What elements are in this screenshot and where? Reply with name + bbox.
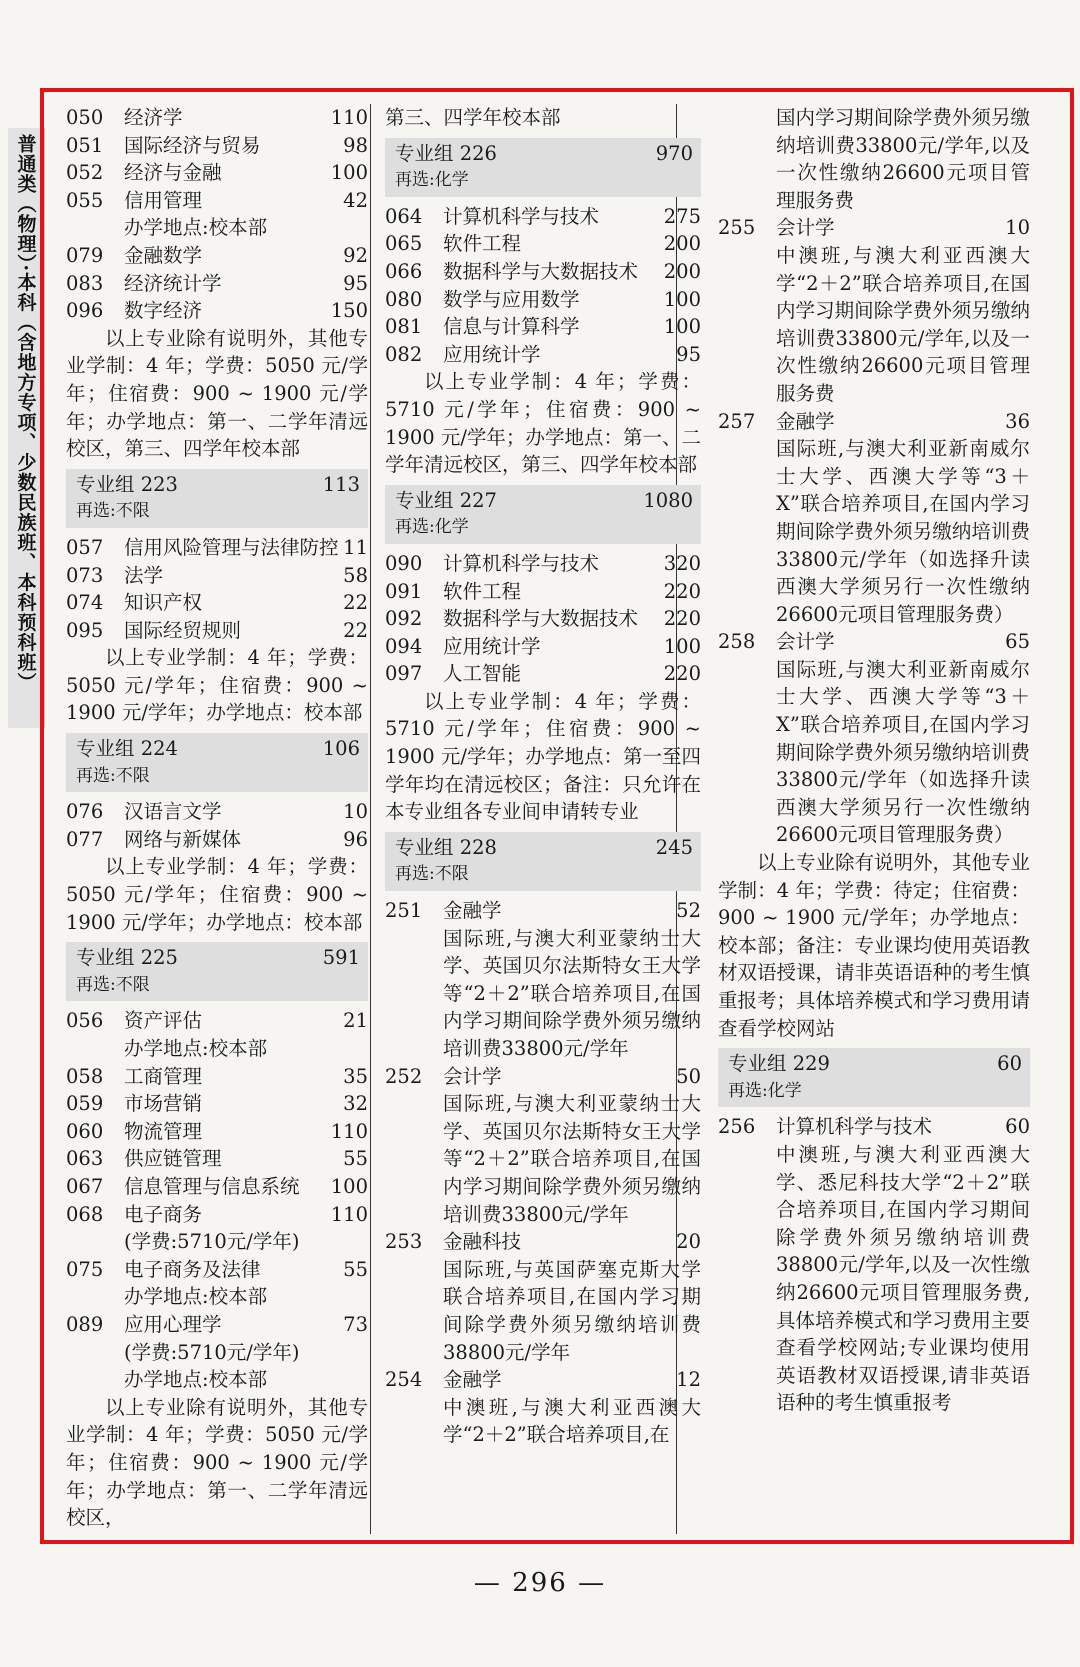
program-row xyxy=(385,550,701,578)
column-3 xyxy=(718,104,1030,1417)
program-code: 075 xyxy=(66,1257,104,1281)
group-label: 专业组 226 xyxy=(395,141,497,165)
program-count: 95 xyxy=(343,271,368,295)
program-name: 供应链管理 xyxy=(124,1147,222,1171)
program-description: 国际班,与英国萨塞克斯大学联合培养项目,在国内学习期间除学费外须另缴纳培训费38800元/学年 xyxy=(443,1257,701,1364)
program-code: 091 xyxy=(385,579,423,603)
group-selection: 再选:不限 xyxy=(395,864,469,885)
program-row xyxy=(385,1063,701,1091)
column-2 xyxy=(385,104,701,1449)
group-count: 60 xyxy=(997,1052,1022,1076)
side-label-text: 普通类（物理）·本科（含地方专项、少数民族班、本科预科班） xyxy=(14,134,37,693)
program-name: 金融科技 xyxy=(443,1230,522,1254)
program-count: 50 xyxy=(676,1064,701,1088)
program-name: 金融数学 xyxy=(124,243,203,267)
program-name: 金融学 xyxy=(776,409,835,433)
group-header-224 xyxy=(66,733,368,792)
program-row xyxy=(66,132,368,160)
program-count: 220 xyxy=(663,607,701,631)
program-code: 076 xyxy=(66,800,104,824)
program-name: 汉语言文学 xyxy=(124,800,222,824)
program-row xyxy=(385,578,701,606)
program-code: 064 xyxy=(385,204,423,228)
program-row xyxy=(66,187,368,215)
program-count: 11 xyxy=(343,535,368,559)
program-count: 110 xyxy=(330,1202,368,1226)
program-count: 60 xyxy=(1005,1115,1030,1139)
program-count: 220 xyxy=(663,662,701,686)
program-count: 36 xyxy=(1005,409,1030,433)
program-code: 066 xyxy=(385,259,423,283)
program-code: 079 xyxy=(66,243,104,267)
program-name: 应用统计学 xyxy=(443,634,541,658)
program-name: 计算机科学与技术 xyxy=(443,551,600,575)
program-code: 083 xyxy=(66,271,104,295)
group-note: 以上专业学制：4 年；学费：5050 元/学年；住宿费：900 ~ 1900 元/学年；办学地点：校本部 xyxy=(66,646,368,725)
program-code: 096 xyxy=(66,299,104,323)
program-list xyxy=(718,214,1030,849)
program-name: 信用风险管理与法律防控 xyxy=(124,535,339,559)
program-name: 经济与金融 xyxy=(124,161,222,185)
program-name: 电子商务 xyxy=(124,1202,203,1226)
program-row xyxy=(66,1311,368,1339)
program-row xyxy=(385,286,701,314)
program-name: 知识产权 xyxy=(124,591,203,615)
program-code: 255 xyxy=(718,216,756,240)
program-description: 中澳班,与澳大利亚西澳大学、悉尼科技大学“2＋2”联合培养项目,在国内学习期间除学费外须另缴纳培训费38800元/学年,以及一次性缴纳26600元项目管理服务费,具体培养模式和学习费用主要查看学校网站;专业课均使用英语教材双语授课,请非英语语种的考生慎重报考 xyxy=(776,1142,1030,1415)
program-count: 220 xyxy=(663,579,701,603)
program-code: 257 xyxy=(718,409,756,433)
program-count: 22 xyxy=(343,618,368,642)
program-count: 32 xyxy=(343,1092,368,1116)
program-name: 应用统计学 xyxy=(443,342,541,366)
group-count: 1080 xyxy=(643,488,693,512)
program-code: 253 xyxy=(385,1230,423,1254)
program-name: 网络与新媒体 xyxy=(124,827,242,851)
group-header-226 xyxy=(385,138,701,197)
program-row xyxy=(66,798,368,826)
program-name: 经济学 xyxy=(124,106,183,129)
group-note: 以上专业学制：4 年；学费：5710 元/学年；住宿费：900 ~ 1900 元/学年；办学地点：第一至四学年均在清远校区；备注：只允许在本专业组各专业间申请转专业 xyxy=(385,689,701,824)
program-row xyxy=(66,1201,368,1229)
program-name: 法学 xyxy=(124,563,164,587)
group-note: 以上专业学制：4 年；学费：5710 元/学年；住宿费：900 ~ 1900 元/学年；办学地点：第一、二学年清远校区，第三、四学年校本部 xyxy=(385,370,701,477)
program-count: 96 xyxy=(343,827,368,851)
program-name: 信息管理与信息系统 xyxy=(124,1174,300,1198)
program-name: 软件工程 xyxy=(443,232,522,256)
program-count: 98 xyxy=(343,133,368,157)
group-note: 以上专业除有说明外，其他专业学制：4 年；学费：5050 元/学年；住宿费：900 ~ 1900 元/学年；办学地点：第一、二学年清远校区， xyxy=(66,1395,368,1530)
program-list xyxy=(385,550,701,688)
program-count: 20 xyxy=(676,1230,701,1254)
program-count: 110 xyxy=(330,1119,368,1143)
program-count: 275 xyxy=(663,204,701,228)
program-description: 中澳班,与澳大利亚西澳大学“2＋2”联合培养项目,在 xyxy=(443,1395,701,1447)
program-list xyxy=(66,798,368,853)
program-name: 资产评估 xyxy=(124,1009,203,1033)
program-note: 办学地点:校本部 xyxy=(124,1285,268,1309)
program-name: 会计学 xyxy=(776,630,835,654)
program-description: 国际班,与澳大利亚蒙纳士大学、英国贝尔法斯特女王大学等“2＋2”联合培养项目,在国内学习期间除学费外须另缴纳培训费33800元/学年 xyxy=(443,1092,701,1226)
group-note: 以上专业除有说明外，其他专业学制：4 年；学费：5050 元/学年；住宿费：900 ~ 1900 元/学年；办学地点：第一、二学年清远校区，第三、四学年校本部 xyxy=(66,326,368,461)
program-count: 55 xyxy=(343,1147,368,1171)
program-count: 110 xyxy=(330,106,368,129)
program-description: 国际班,与澳大利亚新南威尔士大学、西澳大学等“3＋X”联合培养项目,在国内学习期间除学费外须另缴纳培训费33800元/学年（如选择升读西澳大学须另行一次性缴纳26600元项目管理服务费） xyxy=(776,437,1030,626)
program-count: 92 xyxy=(343,243,368,267)
program-row xyxy=(66,534,368,562)
program-name: 会计学 xyxy=(776,216,835,240)
program-name: 经济统计学 xyxy=(124,271,222,295)
program-row xyxy=(66,1090,368,1118)
column-1 xyxy=(66,104,368,1532)
group-label: 专业组 223 xyxy=(76,472,178,496)
group-selection: 再选:化学 xyxy=(395,517,469,538)
program-count: 100 xyxy=(330,1174,368,1198)
program-row xyxy=(385,341,701,369)
program-row xyxy=(385,605,701,633)
program-count: 58 xyxy=(343,563,368,587)
program-count: 100 xyxy=(663,315,701,339)
group-selection: 再选:化学 xyxy=(395,170,469,191)
group-count: 113 xyxy=(322,472,360,496)
program-code: 094 xyxy=(385,634,423,658)
program-list xyxy=(385,203,701,369)
program-description: 国际班,与澳大利亚新南威尔士大学、西澳大学等“3＋X”联合培养项目,在国内学习期间除学费外须另缴纳培训费33800元/学年（如选择升读西澳大学须另行一次性缴纳26600元项目管理服务费） xyxy=(776,657,1030,847)
program-code: 251 xyxy=(385,899,423,923)
program-code: 082 xyxy=(385,342,423,366)
program-row xyxy=(66,1007,368,1035)
group-header-223 xyxy=(66,469,368,528)
program-code: 059 xyxy=(66,1092,104,1116)
program-code: 089 xyxy=(66,1312,104,1336)
program-count: 55 xyxy=(343,1257,368,1281)
program-code: 068 xyxy=(66,1202,104,1226)
program-count: 73 xyxy=(343,1312,368,1336)
group-label: 专业组 224 xyxy=(76,737,178,761)
group-note: 以上专业学制：4 年；学费：5050 元/学年；住宿费：900 ~ 1900 元/学年；办学地点：校本部 xyxy=(66,855,368,934)
column-rule xyxy=(370,104,371,1534)
program-name: 软件工程 xyxy=(443,579,522,603)
program-name: 信息与计算科学 xyxy=(443,315,580,339)
program-row xyxy=(66,1063,368,1091)
program-name: 金融学 xyxy=(443,1368,502,1392)
program-row xyxy=(66,242,368,270)
program-count: 35 xyxy=(343,1064,368,1088)
program-count: 21 xyxy=(343,1009,368,1033)
program-row xyxy=(66,104,368,132)
program-row xyxy=(385,660,701,688)
program-code: 074 xyxy=(66,591,104,615)
group-label: 专业组 225 xyxy=(76,946,178,970)
group-label: 专业组 229 xyxy=(728,1052,830,1076)
continued-text: 国内学习期间除学费外须另缴纳培训费33800元/学年,以及一次性缴纳26600元项目管理服务费 xyxy=(776,106,1030,212)
program-count: 22 xyxy=(343,591,368,615)
program-count: 10 xyxy=(1005,216,1030,240)
group-label: 专业组 228 xyxy=(395,835,497,859)
program-row xyxy=(385,633,701,661)
program-count: 42 xyxy=(343,188,368,212)
program-description: 国际班,与澳大利亚蒙纳士大学、英国贝尔法斯特女王大学等“2＋2”联合培养项目,在国内学习期间除学费外须另缴纳培训费33800元/学年 xyxy=(443,926,701,1060)
program-code: 051 xyxy=(66,133,104,157)
program-row xyxy=(718,214,1030,242)
program-code: 073 xyxy=(66,563,104,587)
page-number: — 296 — xyxy=(473,1568,607,1598)
program-name: 应用心理学 xyxy=(124,1312,222,1336)
program-note: 办学地点:校本部 xyxy=(124,1368,268,1392)
program-count: 95 xyxy=(676,342,701,366)
program-row xyxy=(66,159,368,187)
program-code: 081 xyxy=(385,315,423,339)
program-code: 090 xyxy=(385,551,423,575)
program-row xyxy=(66,589,368,617)
program-code: 092 xyxy=(385,607,423,631)
program-code: 254 xyxy=(385,1368,423,1392)
program-row xyxy=(385,203,701,231)
program-name: 物流管理 xyxy=(124,1119,203,1143)
group-header-229 xyxy=(718,1048,1030,1107)
program-note: (学费:5710元/学年) xyxy=(124,1340,300,1364)
program-code: 077 xyxy=(66,827,104,851)
program-name: 工商管理 xyxy=(124,1064,203,1088)
program-list xyxy=(385,897,701,1449)
program-row xyxy=(385,230,701,258)
program-name: 计算机科学与技术 xyxy=(776,1115,933,1139)
program-name: 国际经济与贸易 xyxy=(124,133,261,157)
program-note: 办学地点:校本部 xyxy=(124,1037,268,1060)
program-list xyxy=(66,1007,368,1393)
group-count: 106 xyxy=(322,737,360,761)
program-row xyxy=(385,1228,701,1256)
program-count: 200 xyxy=(663,232,701,256)
program-row xyxy=(385,1366,701,1394)
program-row xyxy=(66,1145,368,1173)
program-row xyxy=(66,1256,368,1284)
program-code: 050 xyxy=(66,106,104,129)
program-code: 065 xyxy=(385,232,423,256)
group-selection: 再选:不限 xyxy=(76,765,150,786)
program-code: 252 xyxy=(385,1064,423,1088)
program-code: 063 xyxy=(66,1147,104,1171)
program-count: 52 xyxy=(676,899,701,923)
program-count: 150 xyxy=(330,299,368,323)
program-list xyxy=(718,1113,1030,1417)
program-code: 080 xyxy=(385,287,423,311)
program-count: 12 xyxy=(676,1368,701,1392)
program-note: (学费:5710元/学年) xyxy=(124,1230,300,1254)
group-count: 591 xyxy=(322,946,360,970)
program-code: 058 xyxy=(66,1064,104,1088)
program-count: 100 xyxy=(330,161,368,185)
program-code: 060 xyxy=(66,1119,104,1143)
program-code: 056 xyxy=(66,1009,104,1033)
program-code: 055 xyxy=(66,188,104,212)
program-row xyxy=(66,270,368,298)
group-header-225 xyxy=(66,942,368,1001)
program-count: 200 xyxy=(663,259,701,283)
program-count: 100 xyxy=(663,287,701,311)
program-row xyxy=(718,628,1030,656)
program-row xyxy=(385,313,701,341)
program-code: 256 xyxy=(718,1115,756,1139)
group-header-227 xyxy=(385,485,701,544)
program-list xyxy=(66,104,368,325)
program-row xyxy=(66,297,368,325)
program-count: 10 xyxy=(343,800,368,824)
program-row xyxy=(385,258,701,286)
program-row xyxy=(66,562,368,590)
group-label: 专业组 227 xyxy=(395,488,497,512)
program-row xyxy=(66,826,368,854)
program-count: 65 xyxy=(1005,630,1030,654)
program-count: 320 xyxy=(663,551,701,575)
group-count: 245 xyxy=(655,835,693,859)
program-row xyxy=(385,897,701,925)
program-row xyxy=(66,617,368,645)
side-section-label xyxy=(8,128,45,728)
program-code: 097 xyxy=(385,662,423,686)
group-note: 以上专业除有说明外，其他专业学制：4 年；学费：待定；住宿费：900 ~ 1900 元/学年；办学地点：校本部；备注：专业课均使用英语教材双语授课，请非英语语种的考生慎重报考；具体培养模式和学习费用请查看学校网站 xyxy=(718,851,1031,1040)
group-count: 970 xyxy=(655,141,693,165)
program-row xyxy=(66,1118,368,1146)
program-name: 数据科学与大数据技术 xyxy=(443,607,639,631)
program-code: 052 xyxy=(66,161,104,185)
program-note: 办学地点:校本部 xyxy=(124,216,268,240)
program-description: 中澳班,与澳大利亚西澳大学“2＋2”联合培养项目,在国内学习期间除学费外须另缴纳培训费33800元/学年,以及一次性缴纳26600元项目管理服务费 xyxy=(776,243,1030,405)
program-name: 计算机科学与技术 xyxy=(443,204,600,228)
program-name: 市场营销 xyxy=(124,1092,203,1116)
group-selection: 再选:不限 xyxy=(76,501,150,522)
program-name: 数字经济 xyxy=(124,299,203,323)
program-code: 258 xyxy=(718,630,756,654)
program-name: 会计学 xyxy=(443,1064,502,1088)
program-list xyxy=(66,534,368,644)
program-name: 数学与应用数学 xyxy=(443,287,580,311)
program-row xyxy=(718,1113,1030,1141)
program-row xyxy=(718,408,1030,436)
program-name: 人工智能 xyxy=(443,662,522,686)
program-code: 095 xyxy=(66,618,104,642)
program-name: 数据科学与大数据技术 xyxy=(443,259,639,283)
group-header-228 xyxy=(385,832,701,891)
program-name: 信用管理 xyxy=(124,188,203,212)
program-name: 电子商务及法律 xyxy=(124,1257,261,1281)
program-count: 100 xyxy=(663,634,701,658)
program-row xyxy=(66,1173,368,1201)
group-selection: 再选:化学 xyxy=(728,1080,802,1101)
program-code: 067 xyxy=(66,1174,104,1198)
program-name: 金融学 xyxy=(443,899,502,923)
continued-text: 第三、四学年校本部 xyxy=(385,106,561,129)
program-name: 国际经贸规则 xyxy=(124,618,242,642)
program-code: 057 xyxy=(66,535,104,559)
group-selection: 再选:不限 xyxy=(76,974,150,995)
